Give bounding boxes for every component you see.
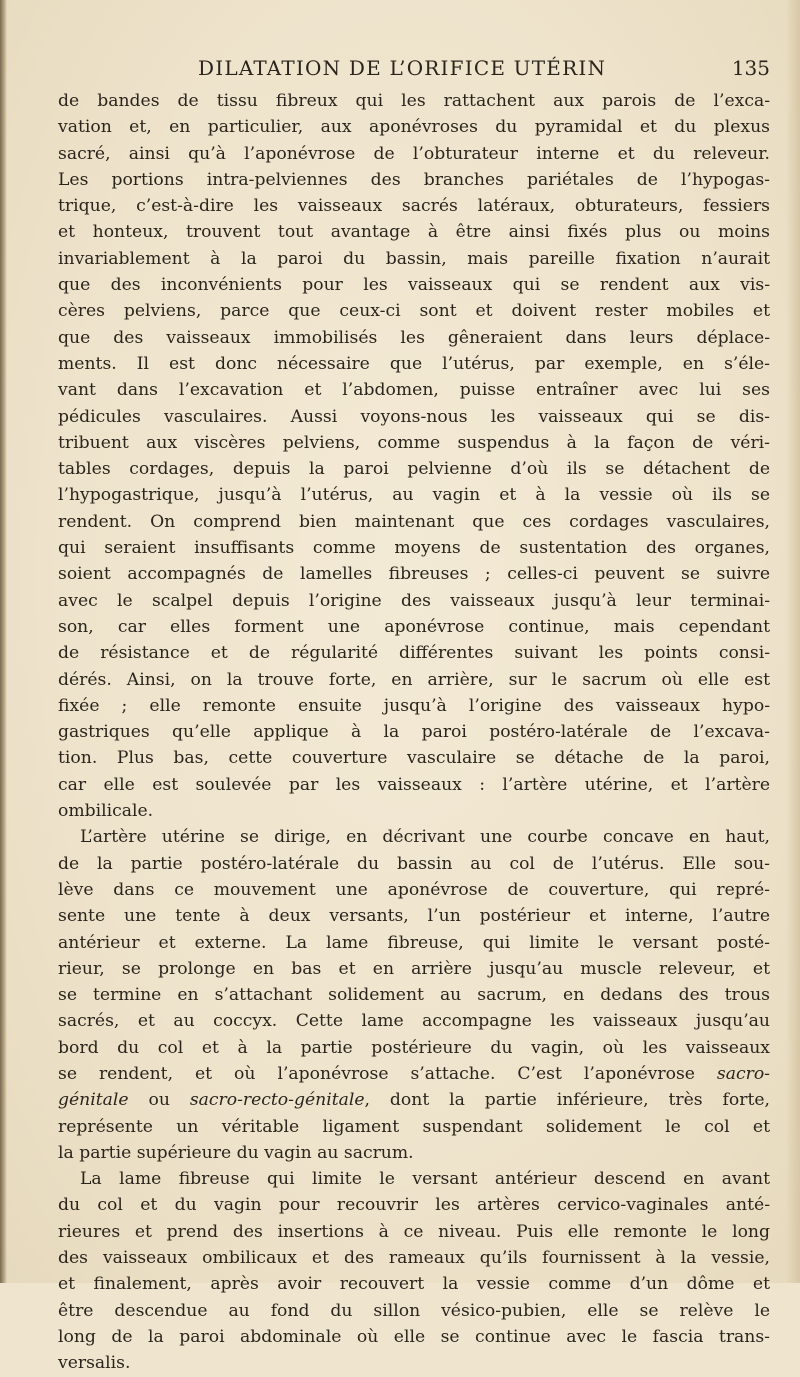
italic-term: sacro- [716, 1063, 770, 1084]
text-line: bord du col et à la partie postérieure du vagin, où les vaisseaux [58, 1037, 770, 1058]
text-line: se termine en s’attachant solidement au sacrum, en dedans des trous [58, 985, 770, 1006]
text-line: et honteux, trouvent tout avantage à être ainsi fixés plus ou moins [58, 222, 770, 243]
italic-term: génitale [58, 1090, 129, 1111]
text-line: pédicules vasculaires. Aussi voyons-nous les vaisseaux qui se dis- [58, 406, 770, 427]
text-line: son, car elles forment une aponévrose continue, mais cependant [58, 616, 770, 637]
text-line: représente un véritable ligament suspendant solidement le col et [58, 1116, 770, 1137]
text-line [58, 1087, 770, 1113]
body-text [58, 88, 770, 1377]
text-line: invariablement à la paroi du bassin, mais pareille fixation n’aurait [58, 248, 770, 269]
text-line: que des vaisseaux immobilisés les gêneraient dans leurs déplace- [58, 327, 770, 348]
text-line: ombilicale. [58, 801, 154, 822]
text-line: soient accompagnés de lamelles fibreuses ; celles-ci peuvent se suivre [58, 564, 770, 585]
text-line: être descendue au fond du sillon vésico-pubien, elle se relève le [58, 1300, 770, 1321]
text-line: ments. Il est donc nécessaire que l’utérus, par exemple, en s’éle- [58, 353, 770, 374]
running-title: DILATATION DE L’ORIFICE UTÉRIN [198, 56, 607, 80]
text-segment: , dont la partie inférieure, très forte, [364, 1090, 770, 1111]
text-line: de bandes de tissu fibreux qui les rattachent aux parois de l’exca- [58, 91, 770, 111]
text-line: avec le scalpel depuis l’origine des vaisseaux jusqu’à leur terminai- [58, 590, 770, 611]
text-line: lève dans ce mouvement une aponévrose de couverture, qui repré- [58, 879, 770, 900]
text-line: tables cordages, depuis la paroi pelvienne d’où ils se détachent de [58, 459, 770, 480]
text-segment: ou [128, 1090, 190, 1111]
text-line: La lame fibreuse qui limite le versant antérieur descend en avant [80, 1169, 770, 1190]
text-line: fixée ; elle remonte ensuite jusqu’à l’origine des vaisseaux hypo- [58, 695, 770, 716]
text-line: tribuent aux viscères pelviens, comme suspendus à la façon de véri- [58, 432, 770, 453]
text-line: la partie supérieure du vagin au sacrum. [58, 1142, 414, 1163]
italic-term: sacro-recto-génitale [189, 1090, 365, 1111]
text-line: sacré, ainsi qu’à l’aponévrose de l’obturateur interne et du releveur. [58, 143, 770, 164]
text-line: que des inconvénients pour les vaisseaux qui se rendent aux vis- [58, 275, 770, 296]
text-line: rendent. On comprend bien maintenant que ces cordages vasculaires, [58, 511, 770, 532]
text-line: et finalement, après avoir recouvert la vessie comme d’un dôme et [58, 1274, 770, 1295]
page-number: 135 [731, 56, 770, 80]
text-line: L’artère utérine se dirige, en décrivant une courbe concave en haut, [80, 827, 770, 848]
text-line: de la partie postéro-latérale du bassin au col de l’utérus. Elle sou- [58, 853, 770, 874]
text-line: du col et du vagin pour recouvrir les artères cervico-vaginales anté- [58, 1195, 770, 1216]
text-line: gastriques qu’elle applique à la paroi postéro-latérale de l’excava- [58, 722, 770, 743]
text-line: l’hypogastrique, jusqu’à l’utérus, au vagin et à la vessie où ils se [58, 485, 770, 506]
text-line: qui seraient insuffisants comme moyens de sustentation des organes, [58, 538, 770, 559]
text-line [58, 1061, 770, 1087]
text-line: dérés. Ainsi, on la trouve forte, en arrière, sur le sacrum où elle est [58, 669, 770, 690]
text-line: car elle est soulevée par les vaisseaux : l’artère utérine, et l’artère [58, 774, 770, 795]
text-line: rieur, se prolonge en bas et en arrière jusqu’au muscle releveur, et [58, 958, 770, 979]
text-segment: se rendent, et où l’aponévrose s’attache. C’est l’aponévrose [58, 1063, 717, 1084]
text-line: de résistance et de régularité différentes suivant les points consi- [58, 643, 770, 664]
text-line: long de la paroi abdominale où elle se continue avec le fascia trans- [58, 1326, 770, 1347]
text-line: vation et, en particulier, aux aponévroses du pyramidal et du plexus [58, 117, 770, 138]
text-line: versalis. [58, 1353, 131, 1374]
text-line: sacrés, et au coccyx. Cette lame accompagne les vaisseaux jusqu’au [58, 1011, 770, 1032]
page-edge-shade [786, 0, 800, 1283]
text-line: Les portions intra-pelviennes des branches pariétales de l’hypogas- [58, 169, 770, 190]
text-line: vant dans l’excavation et l’abdomen, puisse entraîner avec lui ses [58, 380, 770, 401]
text-line: trique, c’est-à-dire les vaisseaux sacrés latéraux, obturateurs, fessiers [58, 196, 770, 217]
text-line: antérieur et externe. La lame fibreuse, qui limite le versant posté- [58, 932, 770, 953]
page-binding-shadow [0, 0, 7, 1283]
text-line: rieures et prend des insertions à ce niveau. Puis elle remonte le long [58, 1221, 770, 1242]
page-header [58, 56, 770, 86]
text-line: des vaisseaux ombilicaux et des rameaux qu’ils fournissent à la vessie, [58, 1248, 770, 1269]
text-line: tion. Plus bas, cette couverture vasculaire se détache de la paroi, [58, 748, 770, 769]
text-line: sente une tente à deux versants, l’un postérieur et interne, l’autre [58, 906, 770, 927]
text-line: cères pelviens, parce que ceux-ci sont et doivent rester mobiles et [58, 301, 770, 322]
